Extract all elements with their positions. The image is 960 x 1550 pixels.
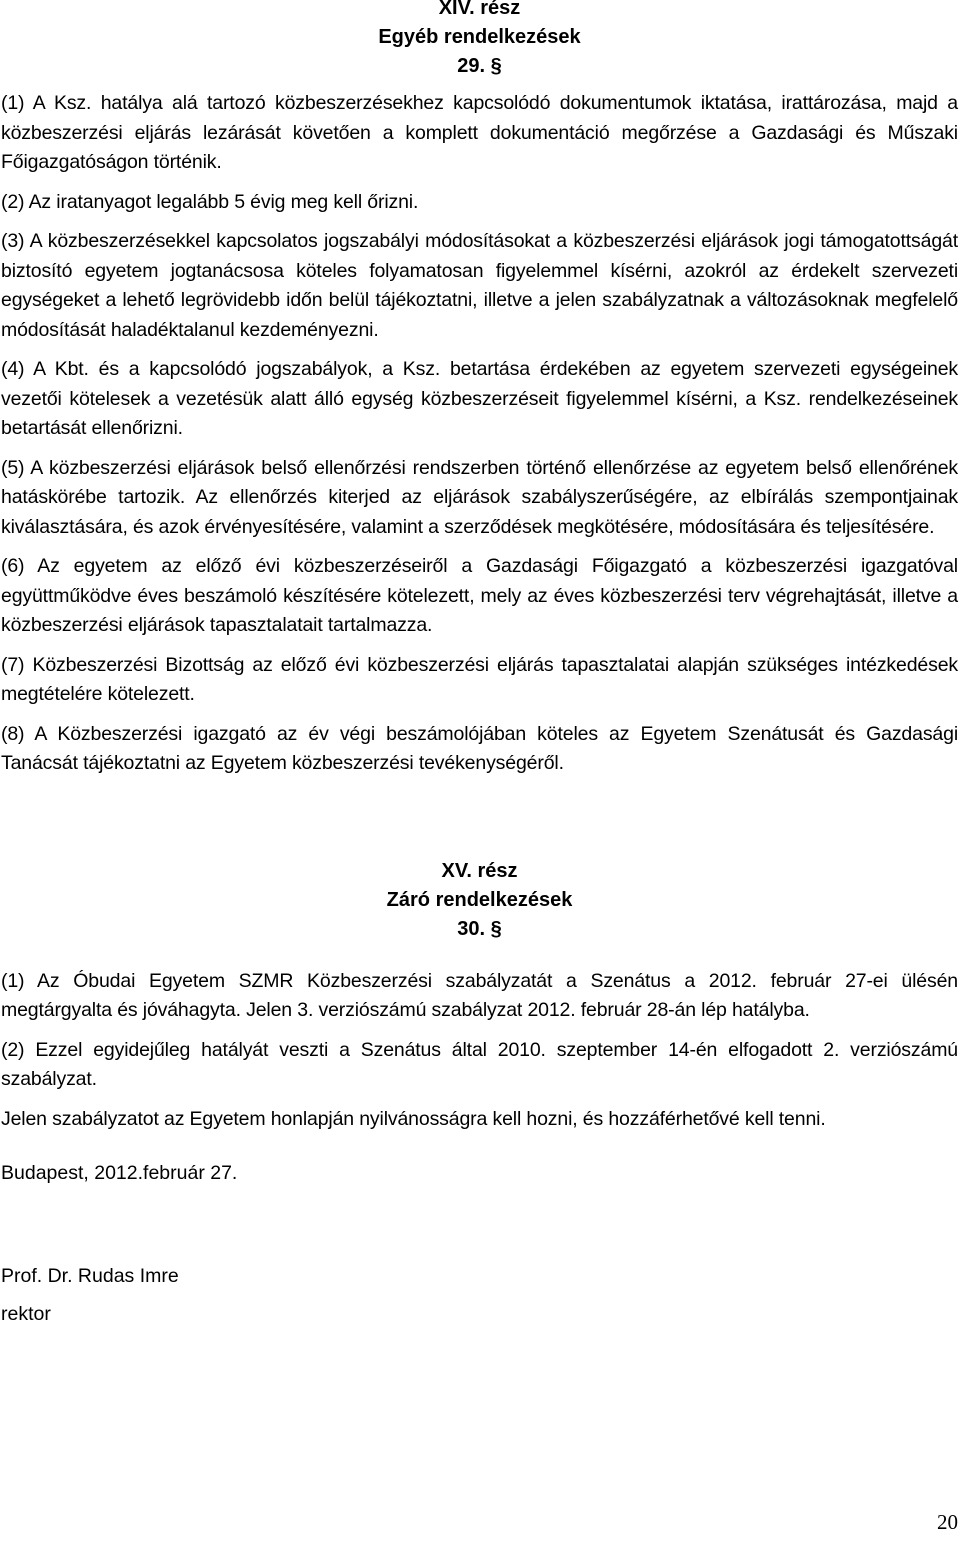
place-and-date: Budapest, 2012.február 27.	[1, 1162, 238, 1184]
section-29-paragraph-2: (2) Az iratanyagot legalább 5 évig meg kell őrizni.	[1, 190, 419, 213]
section-30-paragraph-2: (2) Ezzel egyidejűleg hatályát veszti a Szenátus által 2010. szeptember 14-én elfogadott 2. verziószámú szabályzat.	[1, 1038, 958, 1090]
section-29-paragraph-6: (6) Az egyetem az előző évi közbeszerzéseiről a Gazdasági Főigazgató a közbeszerzési igazgatóval együttműködve éves beszámoló készítésére kötelezett, mely az éves közbeszerzési terv végrehajtását, illetve a közbeszerzési eljárások tapasztalatait tartalmazza.	[1, 555, 958, 636]
section-29-paragraph-1: (1) A Ksz. hatálya alá tartozó közbeszerzésekhez kapcsolódó dokumentumok iktatása, irattározása, majd a közbeszerzési eljárás lezárását követően a komplett dokumentáció megőrzése a Gazdasági és Műszaki Főigazgatóságon történik.	[1, 92, 958, 173]
section-29-paragraph-3: (3) A közbeszerzésekkel kapcsolatos jogszabályi módosításokat a közbeszerzési eljárások jogi támogatottságát biztosító egyetem jogtanácsosa köteles folyamatosan figyelemmel kísérni, azokról az érdekelt szervezeti egységeket a lehető legrövidebb időn belül tájékoztatni, illetve a jelen szabályzatnak a változásoknak megfelelő módosítását haladéktalanul kezdeményezni.	[1, 230, 958, 341]
page-number: 20	[937, 1510, 958, 1534]
signer-name: Prof. Dr. Rudas Imre	[1, 1265, 179, 1287]
section-30-paragraph-1: (1) Az Óbudai Egyetem SZMR Közbeszerzési szabályzatát a Szenátus a 2012. február 27-ei ülésén megtárgyalta és jóváhagyta. Jelen 3. verziószámú szabályzat 2012. február 28-án lép hatályba.	[1, 969, 958, 1021]
signer-title: rektor	[1, 1303, 51, 1325]
section-29-paragraph-4: (4) A Kbt. és a kapcsolódó jogszabályok, a Ksz. betartása érdekében az egyetem szervezeti egységeinek vezetői kötelesek a vezetésük alatt álló egység közbeszerzéseit figyelemmel kísérni, a Ksz. rendelkezéseinek betartását ellenőrizni.	[1, 358, 958, 439]
part-14-title: XIV. rész	[438, 0, 521, 19]
section-29-heading: 29. §	[457, 55, 502, 77]
part-15-subtitle: Záró rendelkezések	[386, 888, 573, 911]
part-15-title: XV. rész	[441, 859, 518, 882]
section-29-paragraph-7: (7) Közbeszerzési Bizottság az előző évi közbeszerzési eljárás tapasztalatai alapján szükséges intézkedések megtételére kötelezett.	[1, 653, 958, 705]
section-29-paragraph-5: (5) A közbeszerzési eljárások belső ellenőrzési rendszerben történő ellenőrzése az egyetem belső ellenőrének hatáskörébe tartozik. Az ellenőrzés kiterjed az eljárások szabályszerűségére, az elbírálás szempontjainak kiválasztására, és azok érvényesítésére, valamint a szerződések megkötésére, módosítására és teljesítésére.	[1, 456, 958, 538]
part-14-subtitle: Egyéb rendelkezések	[378, 26, 581, 48]
publication-statement: Jelen szabályzatot az Egyetem honlapján nyilvánosságra kell hozni, és hozzáférhetővé kell tenni.	[1, 1107, 826, 1130]
section-30-heading: 30. §	[457, 917, 502, 940]
section-29-paragraph-8: (8) A Közbeszerzési igazgató az év végi beszámolójában köteles az Egyetem Szenátusát és Gazdasági Tanácsát tájékoztatni az Egyetem közbeszerzési tevékenységéről.	[1, 722, 958, 774]
